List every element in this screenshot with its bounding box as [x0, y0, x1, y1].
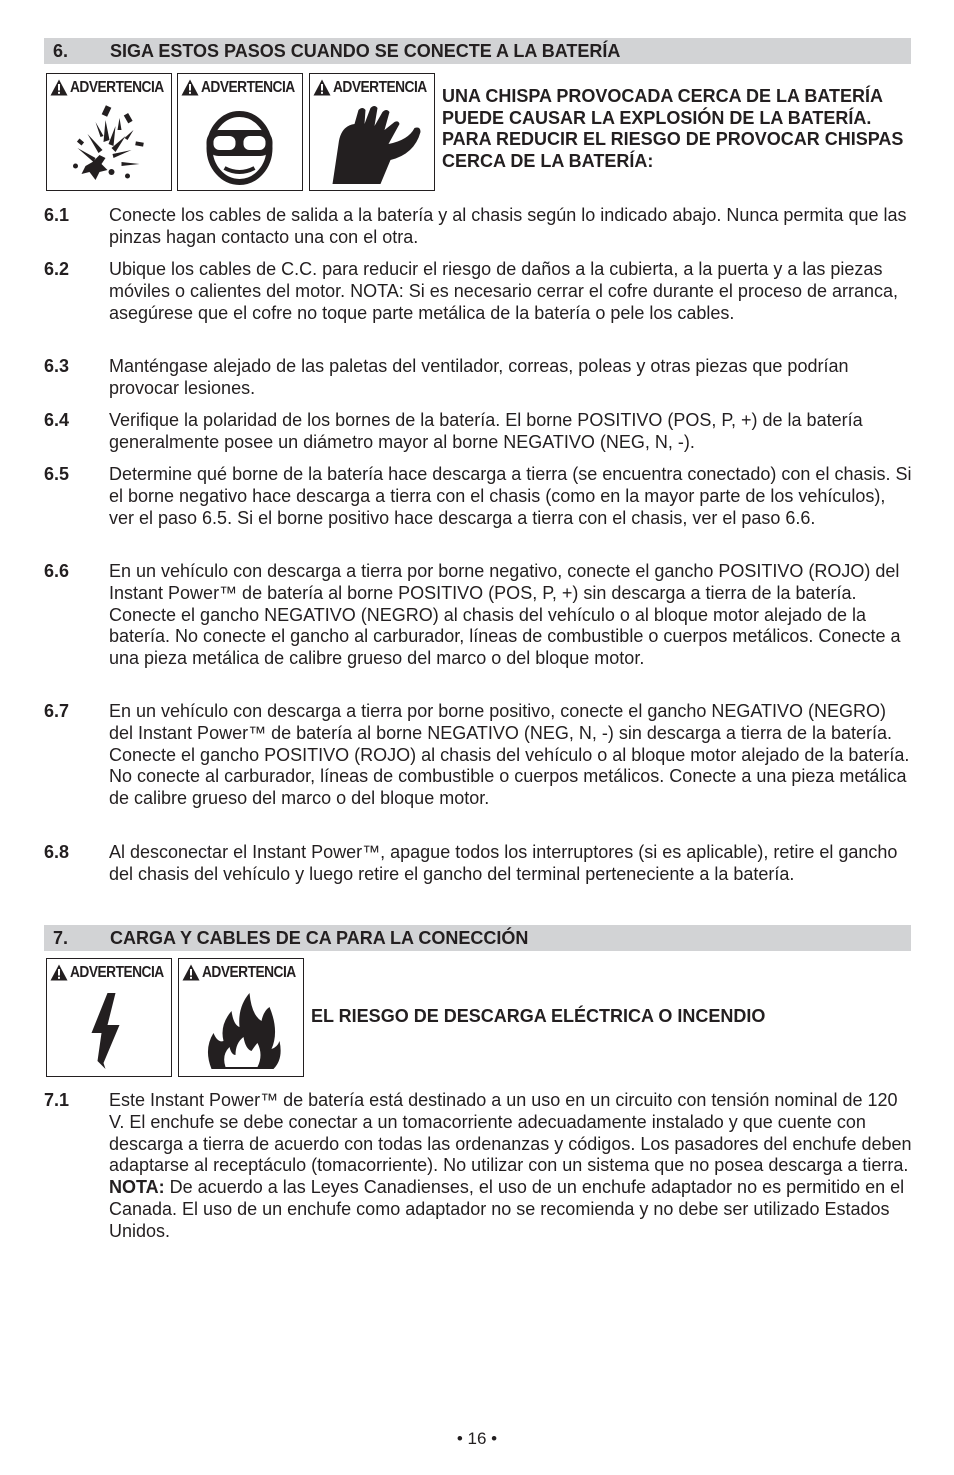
section-7-header [44, 925, 911, 951]
section-6-header [44, 38, 911, 64]
item-number: 6.4 [44, 410, 70, 430]
item-number: 7.1 [44, 1090, 70, 1110]
item-number: 6.3 [44, 356, 70, 376]
item-number: 6.5 [44, 464, 70, 484]
item-number: 6.6 [44, 561, 70, 581]
section-6-number: 6. [53, 41, 69, 61]
explosion-icon [47, 100, 171, 190]
item-text: Al desconectar el Instant Power™, apague todos los interruptores (si es aplicable), retire el gancho del chasis del vehículo y luego retire el gancho del terminal perteneciente a la batería. [109, 842, 898, 884]
item-number: 6.2 [44, 259, 70, 279]
warning-box-glove [309, 73, 435, 191]
section-7-number: 7. [53, 928, 69, 948]
list-item [44, 842, 914, 886]
fire-icon [179, 985, 303, 1076]
warning-triangle-icon [181, 79, 199, 96]
note-label: NOTA: [109, 1177, 165, 1198]
warning-triangle-icon [182, 964, 200, 981]
item-text: Ubique los cables de C.C. para reducir el riesgo de daños a la cubierta, a la puerta y a las piezas móviles o calientes del motor. NOTA: Si es necesario cerrar el cofre durante el proceso de arranca, asegúrese que el cofre no toque parte metálica de la batería o pele los cables. [109, 259, 899, 323]
list-item [44, 205, 914, 249]
item-number: 6.7 [44, 701, 70, 721]
warning-box-fire [178, 958, 304, 1077]
list-item [44, 356, 914, 400]
warning-header [182, 962, 300, 983]
item-text [109, 1090, 914, 1243]
page-number: • 16 • [456, 1429, 498, 1448]
section-6-title: SIGA ESTOS PASOS CUANDO SE CONECTE A LA BATERÍA [110, 41, 621, 61]
warning-label: ADVERTENCIA [201, 79, 295, 96]
item-text: En un vehículo con descarga a tierra por borne positivo, conecte el gancho NEGATIVO (NEGRO) del Instant Power™ de batería al borne NEGATIVO (NEG, N, -) sin descarga a tierra de la batería. Conecte el gancho POSITIVO (ROJO) al chasis del vehículo o al bloque motor alejado de la batería. No conecte al carburador, líneas de combustible o cuerpos metálicos. Conecte a una pieza metálica de calibre grueso del marco o del bloque motor. [109, 701, 910, 809]
item-text: Verifique la polaridad de los bornes de la batería. El borne POSITIVO (POS, P, +) de la batería generalmente posee un diámetro mayor al borne NEGATIVO (NEG, N, -). [109, 410, 863, 452]
warning-label: ADVERTENCIA [70, 964, 164, 981]
item-text: Conecte los cables de salida a la batería y al chasis según lo indicado abajo. Nunca permita que las pinzas hagan contacto una con el otra. [109, 205, 907, 247]
item-text: Determine qué borne de la batería hace descarga a tierra (se encuentra conectado) con el chasis. Si el borne negativo hace descarga a tierra con el chasis (como en la mayor parte de los vehículos), ver el paso 6.5. Si el borne positivo hace descarga a tierra con el chasis, ver el paso 6.6. [109, 464, 912, 528]
item-text: Manténgase alejado de las paletas del ventilador, correas, poleas y otras piezas que podrían provocar lesiones. [109, 356, 849, 398]
list-item [44, 561, 914, 670]
warning-box-explosion [46, 73, 172, 191]
warning-header [181, 77, 299, 98]
warning-box-electric [46, 958, 172, 1077]
warning-box-goggles [177, 73, 303, 191]
list-item [44, 259, 914, 324]
warning-header [50, 77, 168, 98]
section-6-callout: UNA CHISPA PROVOCADA CERCA DE LA BATERÍA PUEDE CAUSAR LA EXPLOSIÓN DE LA BATERÍA. PARA REDUCIR EL RIESGO DE PROVOCAR CHISPAS CERCA DE LA BATERÍA: [442, 86, 904, 171]
item-text-before-note: Este Instant Power™ de batería está destinado a un uso en un circuito con tensión nominal de 120 V. El enchufe se debe conectar a un tomacorriente adecuadamente instalado y que cuente con descarga a tierra de acuerdo con todas las ordenanzas y códigos. Los pasadores del enchufe deben adaptarse al receptáculo (tomacorriente). No utilizar con un sistema que no posea descarga a tierra. [109, 1090, 912, 1176]
safety-goggles-icon [178, 100, 302, 190]
item-number: 6.8 [44, 842, 70, 862]
list-item [44, 1090, 914, 1243]
warning-triangle-icon [50, 964, 68, 981]
electric-shock-icon [47, 985, 171, 1076]
list-item [44, 701, 914, 810]
warning-label: ADVERTENCIA [333, 79, 427, 96]
section-7-callout: EL RIESGO DE DESCARGA ELÉCTRICA O INCENDIO [311, 1006, 766, 1026]
warning-label: ADVERTENCIA [202, 964, 296, 981]
item-text: En un vehículo con descarga a tierra por borne negativo, conecte el gancho POSITIVO (ROJO) del Instant Power™ de batería al borne POSITIVO (POS, P, +) sin descarga a tierra de la batería. Conecte el gancho NEGATIVO (NEGRO) al chasis del vehículo o al bloque motor alejado de la batería. No conecte el gancho al carburador, líneas de combustible o cuerpos metálicos. Conecte a una pieza metálica de calibre grueso del marco o del bloque motor. [109, 561, 901, 669]
warning-header [313, 77, 431, 98]
item-text-after-note: De acuerdo a las Leyes Canadienses, el uso de un enchufe adaptador no es permitido en el Canada. El uso de un enchufe como adaptador no se recomienda y no debe ser utilizado Estados Unidos. [109, 1177, 905, 1241]
item-number: 6.1 [44, 205, 70, 225]
warning-label: ADVERTENCIA [70, 79, 164, 96]
list-item [44, 410, 914, 454]
warning-triangle-icon [313, 79, 331, 96]
list-item [44, 464, 914, 529]
glove-icon [310, 100, 434, 190]
warning-triangle-icon [50, 79, 68, 96]
warning-header [50, 962, 168, 983]
section-7-title: CARGA Y CABLES DE CA PARA LA CONECCIÓN [110, 928, 529, 948]
